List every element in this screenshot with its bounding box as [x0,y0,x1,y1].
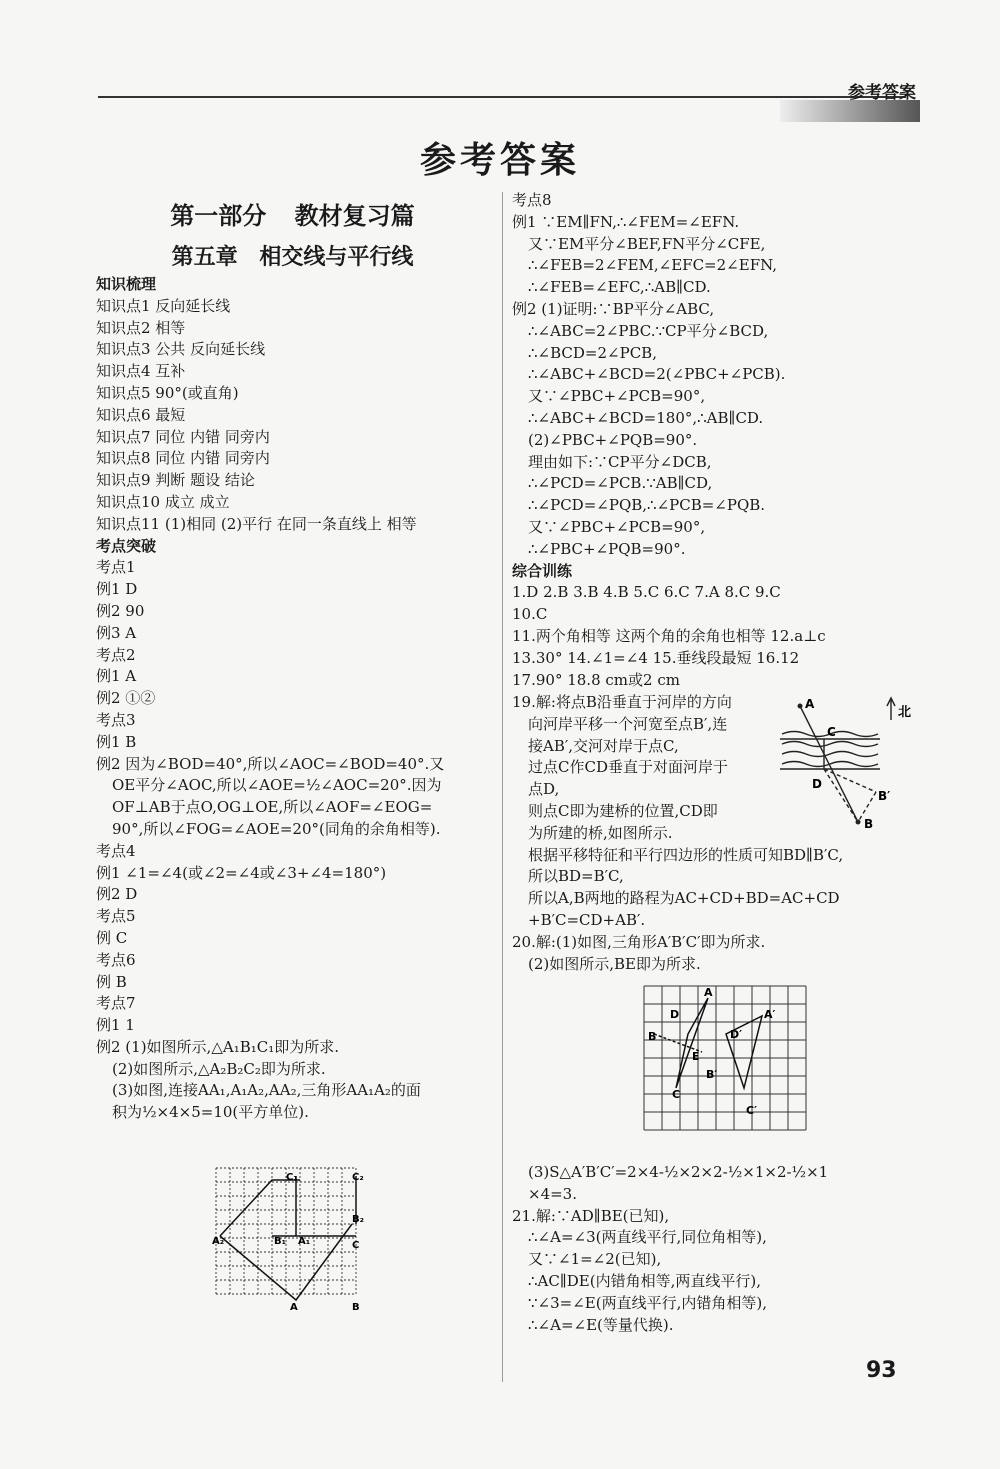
text-line: 例1 A [96,667,137,686]
text-line: ∴∠FEB=∠EFC,∴AB∥CD. [528,278,711,297]
text-line: 考点7 [96,994,136,1013]
section-heading: 综合训练 [512,561,573,580]
grid-figure-q20 [640,984,816,1144]
river-label-D: D [812,777,822,791]
text-line: 考点8 [512,191,552,209]
text-line: 又∵EM平分∠BEF,FN平分∠CFE, [528,234,766,253]
text-line: 11.两个角相等 这两个角的余角也相等 12.a⊥c [512,626,826,645]
river-bridge-figure [780,694,920,834]
text-line: 20.解:(1)如图,三角形A′B′C′即为所求. [512,932,766,951]
text-line: 过点C作CD垂直于对面河岸于 [528,758,728,777]
text-line: 积为½×4×5=10(平方单位). [112,1103,309,1122]
text-line: 考点5 [96,907,136,926]
text-line: 为所建的桥,如图所示. [528,823,673,842]
text-line: 10.C [512,605,548,624]
text-line: 知识点6 最短 [96,405,186,424]
page-title: 参考答案 [419,140,580,181]
text-line: 例2 因为∠BOD=40°,所以∠AOC=∠BOD=40°.又 [96,754,445,773]
g7-label-B: B [352,1302,360,1312]
text-line: 例3 A [96,623,137,642]
header-tab [780,100,920,122]
text-line: 例1 B [96,732,137,751]
text-line: 知识点4 互补 [96,362,186,381]
header-rule [98,96,906,98]
text-line: 例1 ∵EM∥FN,∴∠FEM=∠EFN. [512,212,740,231]
text-line: 17.90° 18.8 cm或2 cm [512,670,680,689]
question-20-21 [512,1162,912,1336]
g7-label-C1: C₁ [286,1172,298,1183]
text-line: 点D, [528,780,560,799]
text-line: (2)∠PBC+∠PQB=90°. [528,430,698,449]
text-line: 考点3 [96,710,136,729]
text-line: 例2 D [96,885,138,904]
text-line: 知识点8 同位 内错 同旁内 [96,449,270,468]
text-line: 1.D 2.B 3.B 4.B 5.C 6.C 7.A 8.C 9.C [512,583,781,602]
text-line: ∴∠ABC=2∠PBC.∵CP平分∠BCD, [528,321,769,340]
text-line: 19.解:将点B沿垂直于河岸的方向 [512,693,732,711]
right-column-top [512,190,912,691]
g7-label-C2: C₂ [352,1172,364,1183]
g7-label-B1: B₁ [274,1236,287,1247]
text-line: 例1 ∠1=∠4(或∠2=∠4或∠3+∠4=180°) [96,863,387,882]
river-label-B: B [864,817,874,831]
text-line: OF⊥AB于点O,OG⊥OE,所以∠AOF=∠EOG= [112,798,433,817]
text-line: 例2 (1)如图所示,△A₁B₁C₁即为所求. [96,1037,340,1056]
g7-label-A1: A₁ [298,1236,311,1247]
text-line: 考点4 [96,841,136,860]
grid-figure-kaodian7 [212,1164,372,1312]
text-line: 知识点1 反向延长线 [96,296,231,315]
g7-label-A2: A₂ [212,1236,225,1247]
text-line: ∴∠BCD=2∠PCB, [528,343,657,362]
text-line: ∴∠FEB=2∠FEM,∠EFC=2∠EFN, [528,256,778,275]
text-line: 则点C即为建桥的位置,CD即 [528,801,718,820]
text-line: 向河岸平移一个河宽至点B′,连 [528,714,728,733]
g20-label-Ap: A′ [764,1008,776,1021]
text-line: 13.30° 14.∠1=∠4 15.垂线段最短 16.12 [512,648,800,667]
text-line: 所以A,B两地的路程为AC+CD+BD=AC+CD [528,889,840,908]
text-line: (3)如图,连接AA₁,A₁A₂,AA₂,三角形AA₁A₂的面 [112,1081,421,1100]
text-line: 知识点5 90°(或直角) [96,383,239,402]
text-line: 又∵∠1=∠2(已知), [528,1250,662,1269]
text-line: ∴∠A=∠3(两直线平行,同位角相等), [528,1228,767,1247]
text-line: 90°,所以∠FOG=∠AOE=20°(同角的余角相等). [112,819,441,838]
g7-label-B2: B₂ [352,1214,365,1225]
text-line: ∴∠PBC+∠PQB=90°. [528,539,686,558]
text-line: 21.解:∵AD∥BE(已知), [512,1206,670,1225]
section-heading: 知识梳理 [96,275,157,293]
text-line: ∴∠ABC+∠BCD=180°,∴AB∥CD. [528,408,764,427]
text-line: ∴∠ABC+∠BCD=2(∠PBC+∠PCB). [528,365,786,384]
g7-label-C: C [352,1240,360,1251]
text-line: +B′C=CD+AB′. [528,910,646,929]
text-line: 例 C [96,928,128,947]
text-line: 考点2 [96,645,136,664]
text-line: 例2 (1)证明:∵BP平分∠ABC, [512,299,715,318]
text-line: 知识点7 同位 内错 同旁内 [96,427,270,446]
text-line: 例 B [96,972,127,991]
g20-label-A: A [704,986,713,999]
north-label: 北 [898,705,912,720]
text-line: ∴∠A=∠E(等量代换). [528,1315,674,1334]
river-label-Bp: B′ [878,789,891,803]
column-divider [502,192,503,1382]
left-column [96,274,498,1124]
text-line: ∴AC∥DE(内错角相等,两直线平行), [528,1271,761,1290]
text-line: 例2 ①② [96,689,156,708]
text-line: 知识点3 公共 反向延长线 [96,340,266,359]
river-label-A: A [805,697,815,711]
page-number: 93 [866,1358,897,1383]
text-line: OE平分∠AOC,所以∠AOE=½∠AOC=20°.因为 [112,776,442,795]
g20-label-Dp: D′ [730,1028,743,1041]
text-line: 所以BD=B′C, [528,867,624,886]
text-line: 考点6 [96,950,136,969]
text-line: 知识点11 (1)相同 (2)平行 在同一条直线上 相等 [96,514,417,533]
text-line: 理由如下:∵CP平分∠DCB, [528,452,712,471]
part-title: 第一部分 教材复习篇 [170,202,415,230]
text-line: 知识点2 相等 [96,318,186,337]
text-line: 又∵∠PBC+∠PCB=90°, [528,517,706,536]
text-line: (2)如图所示,△A₂B₂C₂即为所求. [112,1059,326,1078]
text-line: (3)S△A′B′C′=2×4-½×2×2-½×1×2-½×1 [528,1163,829,1181]
g20-label-C: C [672,1088,681,1101]
chapter-title: 第五章 相交线与平行线 [171,245,414,270]
text-line: 考点1 [96,558,136,577]
g20-label-Bp: B′ [706,1068,718,1081]
text-line: ∴∠PCD=∠PCB.∵AB∥CD, [528,474,713,493]
text-line: 例1 1 [96,1016,135,1035]
g20-label-Cp: C′ [746,1104,757,1117]
text-line: 根据平移特征和平行四边形的性质可知BD∥B′C, [528,845,844,864]
header-label: 参考答案 [848,83,916,103]
text-line: ∴∠PCD=∠PQB,∴∠PCB=∠PQB. [528,496,766,515]
text-line: 又∵∠PBC+∠PCB=90°, [528,387,706,406]
g20-label-D: D [670,1008,680,1021]
text-line: 例2 90 [96,601,145,620]
g20-label-B: B [648,1030,657,1043]
river-label-C: C [827,725,836,739]
text-line: ∵∠3=∠E(两直线平行,内错角相等), [528,1293,767,1312]
g20-label-E: E [692,1050,700,1063]
g7-label-A: A [290,1302,298,1312]
text-line: 知识点9 判断 题设 结论 [96,471,255,490]
section-heading: 考点突破 [96,536,157,555]
text-line: 接AB′,交河对岸于点C, [528,736,679,755]
text-line: ×4=3. [528,1184,577,1203]
text-line: 例1 D [96,580,138,599]
text-line: 知识点10 成立 成立 [96,492,230,511]
text-line: (2)如图所示,BE即为所求. [528,954,701,973]
